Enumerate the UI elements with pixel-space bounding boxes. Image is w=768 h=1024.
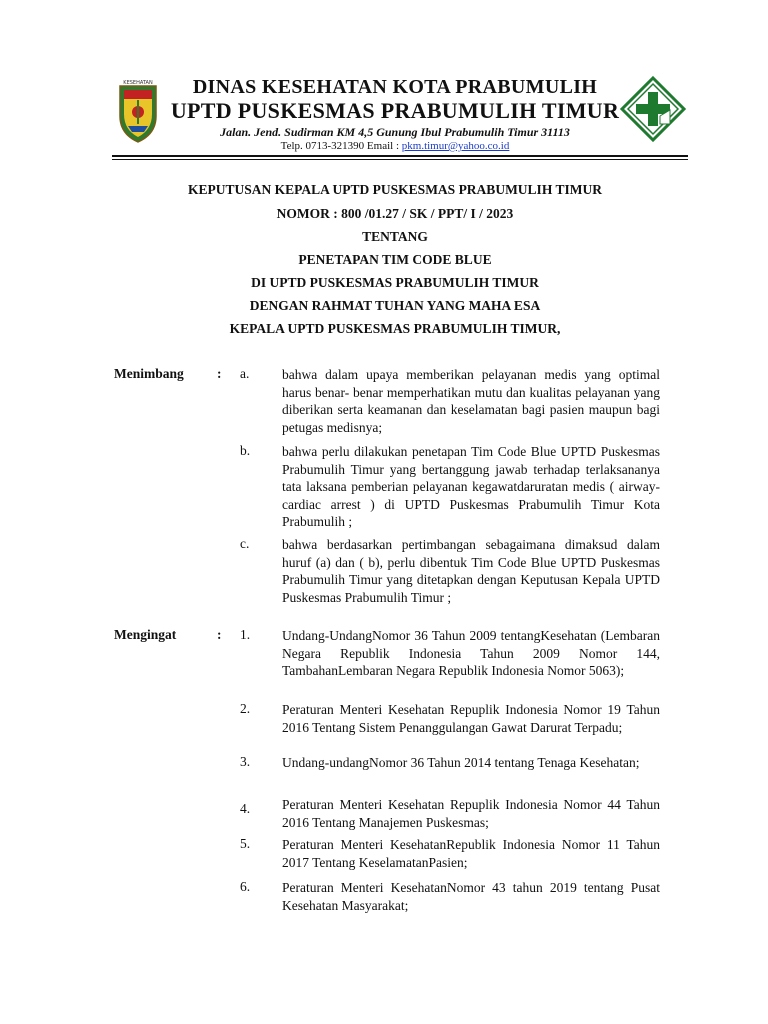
menimbang-item-text: bahwa dalam upaya memberikan pelayanan medis yang optimal harus benar- benar memperhatikan mutu dan kualitas pelayanan yang diberikan serta keamanan dan keselamatan bagi pasien maupun bagi petugas medisnya; xyxy=(282,367,660,435)
decree-title: KEPUTUSAN KEPALA UPTD PUSKESMAS PRABUMULIH TIMUR xyxy=(188,182,602,197)
menimbang-marker: c. xyxy=(240,536,250,551)
clinic-name: UPTD PUSKESMAS PRABUMULIH TIMUR xyxy=(170,98,620,123)
menimbang-marker: a. xyxy=(240,366,250,381)
decree-issuer: KEPALA UPTD PUSKESMAS PRABUMULIH TIMUR, xyxy=(229,321,561,336)
mengingat-marker: 3. xyxy=(240,754,251,769)
agency-name: DINAS KESEHATAN KOTA PRABUMULIH xyxy=(192,76,598,98)
mengingat-marker: 5. xyxy=(240,836,251,851)
clinic-address: Jalan. Jend. Sudirman KM 4,5 Gunung Ibul Prabumulih Timur 31113 xyxy=(220,125,570,139)
menimbang-item-text: bahwa perlu dilakukan penetapan Tim Code Blue UPTD Puskesmas Prabumulih Timur yang bertanggung jawab terhadap terlaksananya tata laksana pemberian pelayanan kegawatdaruratan medis ( airway-cardiac arrest ) di UPTD Puskesmas Prabumulih Timur Kota Prabumulih ; xyxy=(282,444,660,529)
puskesmas-logo xyxy=(620,76,686,142)
letterhead-divider-thin xyxy=(112,159,688,160)
mengingat-item-text: Peraturan Menteri Kesehatan Repuplik Indonesia Nomor 19 Tahun 2016 Tentang Sistem Penanggulangan Gawat Darurat Terpadu; xyxy=(282,702,660,735)
decree-subject: PENETAPAN TIM CODE BLUE xyxy=(298,252,492,267)
mengingat-label: Mengingat xyxy=(114,627,177,642)
mengingat-marker: 2. xyxy=(240,701,251,716)
menimbang-label: Menimbang xyxy=(114,366,184,381)
decree-location: DI UPTD PUSKESMAS PRABUMULIH TIMUR xyxy=(251,275,539,290)
decree-invocation: DENGAN RAHMAT TUHAN YANG MAHA ESA xyxy=(249,298,541,313)
mengingat-marker: 1. xyxy=(240,627,251,642)
mengingat-item-text: Undang-undangNomor 36 Tahun 2014 tentang Tenaga Kesehatan; xyxy=(282,755,640,770)
mengingat-colon: : xyxy=(217,627,222,642)
menimbang-marker: b. xyxy=(240,443,251,458)
mengingat-item-text: Undang-UndangNomor 36 Tahun 2009 tentangKesehatan (Lembaran Negara Republik Indonesia Tahun 2009 Nomor 144, TambahanLembaran Negara Republik Indonesia Nomor 5063); xyxy=(282,628,660,678)
mengingat-marker: 4. xyxy=(240,801,251,816)
telephone-text: Telp. 0713-321390 Email : xyxy=(280,140,402,152)
mengingat-marker: 6. xyxy=(240,879,251,894)
city-emblem-logo xyxy=(114,78,162,144)
email-link[interactable]: pkm.timur@yahoo.co.id xyxy=(401,140,510,152)
mengingat-item-text: Peraturan Menteri Kesehatan Repuplik Indonesia Nomor 44 Tahun 2016 Tentang Manajemen Puskesmas; xyxy=(282,797,660,830)
letterhead-divider xyxy=(112,155,688,157)
contact-line xyxy=(160,140,630,152)
decree-about-label: TENTANG xyxy=(362,229,428,244)
mengingat-item-text: Peraturan Menteri KesehatanNomor 43 tahun 2019 tentang Pusat Kesehatan Masyarakat; xyxy=(282,880,660,913)
emblem-text: KESEHATAN xyxy=(123,80,153,86)
menimbang-item-text: bahwa berdasarkan pertimbangan sebagaimana dimaksud dalam huruf (a) dan ( b), perlu dibentuk Tim Code Blue UPTD Puskesmas Prabumulih Timur yang ditetapkan dengan Keputusan Kepala UPTD Puskesmas Prabumulih Timur ; xyxy=(282,537,660,605)
menimbang-colon: : xyxy=(217,366,222,381)
mengingat-item-text: Peraturan Menteri KesehatanRepublik Indonesia Nomor 11 Tahun 2017 Tentang KeselamatanPasien; xyxy=(282,837,660,870)
decree-number: NOMOR : 800 /01.27 / SK / PPT/ I / 2023 xyxy=(276,206,514,221)
